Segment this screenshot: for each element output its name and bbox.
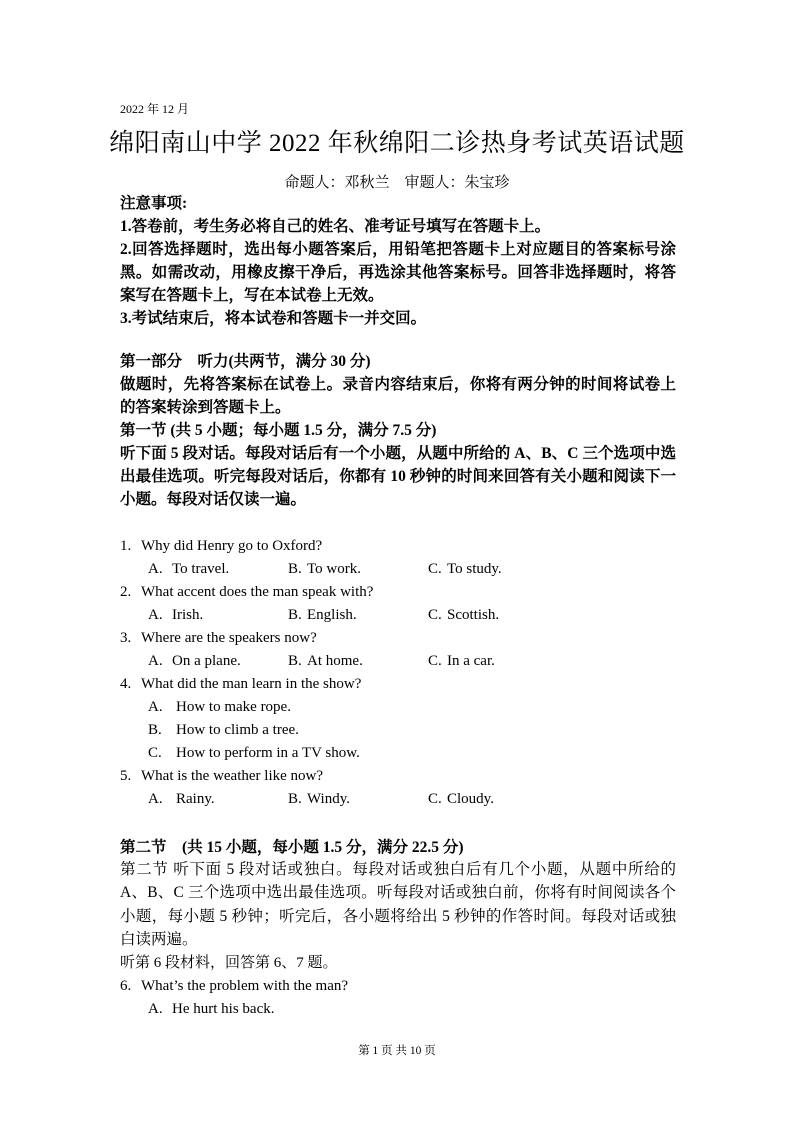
option-label: C.	[148, 745, 162, 761]
option-label: C.	[428, 791, 442, 807]
option-label: B.	[288, 653, 302, 669]
question-number: 5.	[120, 768, 132, 784]
option-label: C.	[428, 607, 442, 623]
notice-item-1: 1.答卷前，考生务必将自己的姓名、准考证号填写在答题卡上。	[120, 218, 551, 235]
option-text: On a plane.	[172, 653, 241, 669]
exam-title: 绵阳南山中学 2022 年秋绵阳二诊热身考试英语试题	[109, 130, 685, 157]
date-line: 2022 年 12 月	[120, 102, 190, 116]
option-label: B.	[288, 791, 302, 807]
question-number: 4.	[120, 676, 132, 692]
option-label: C.	[428, 653, 442, 669]
option-text: To travel.	[172, 561, 230, 577]
option-text: Irish.	[172, 607, 204, 623]
option-label: A.	[148, 561, 163, 577]
question-text: What accent does the man speak with?	[141, 584, 374, 600]
option-text: At home.	[307, 653, 363, 669]
question-number: 3.	[120, 630, 132, 646]
option-text: How to climb a tree.	[176, 722, 299, 738]
question-number: 6.	[120, 978, 132, 994]
option-text: Windy.	[307, 791, 351, 807]
option-text: Rainy.	[176, 791, 215, 807]
question-text: What did the man learn in the show?	[141, 676, 362, 692]
notice-section	[120, 192, 676, 330]
option-text: He hurt his back.	[172, 1001, 275, 1017]
section1-instruction: 听下面 5 段对话。每段对话后有一个小题，从题中所给的 A、B、C 三个选项中选出最佳选项。听完每段对话后，你都有 10 秒钟的时间来回答有关小题和阅读下一小题。每段对话仅读一遍。	[120, 445, 676, 508]
question-text: What is the weather like now?	[141, 768, 324, 784]
option-label: A.	[148, 607, 163, 623]
section1-heading: 第一节 (共 5 小题；每小题 1.5 分，满分 7.5 分)	[120, 422, 437, 439]
part1-heading: 第一部分 听力(共两节，满分 30 分)	[120, 353, 371, 370]
option-label: A.	[148, 653, 163, 669]
question-text: Why did Henry go to Oxford?	[141, 538, 323, 554]
authors-line: 命题人：邓秋兰 审题人：朱宝珍	[284, 175, 510, 191]
question-text: What’s the problem with the man?	[141, 978, 349, 994]
section2-instruction: 第二节 听下面 5 段对话或独白。每段对话或独白后有几个小题，从题中所给的 A、B、C 三个选项中选出最佳选项。听每段对话或独白前，你将有时间阅读各个小题，每小题 5 秒钟；听完后，各小题将给出 5 秒钟的作答时间。每段对话或独白读两遍。	[120, 861, 676, 948]
option-label: A.	[148, 1001, 163, 1017]
option-text: Cloudy.	[447, 791, 494, 807]
section2-heading: 第二节 (共 15 小题，每小题 1.5 分，满分 22.5 分)	[120, 839, 464, 856]
option-text: How to perform in a TV show.	[176, 745, 360, 761]
question-number: 1.	[120, 538, 132, 554]
option-label: B.	[288, 561, 302, 577]
part1-instruction: 做题时，先将答案标在试卷上。录音内容结束后，你将有两分钟的时间将试卷上的答案转涂到答题卡上。	[120, 376, 676, 416]
page-footer: 第 1 页 共 10 页	[358, 1045, 436, 1057]
option-label: B.	[288, 607, 302, 623]
question-text: Where are the speakers now?	[141, 630, 317, 646]
option-text: To work.	[307, 561, 361, 577]
option-text: Scottish.	[447, 607, 500, 623]
option-label: B.	[148, 722, 162, 738]
notice-item-2: 2.回答选择题时，选出每小题答案后，用铅笔把答题卡上对应题目的答案标号涂黑。如需改动，用橡皮擦干净后，再选涂其他答案标号。回答非选择题时，将答案写在答题卡上，写在本试卷上无效。	[120, 241, 676, 304]
option-text: How to make rope.	[176, 699, 291, 715]
option-text: English.	[307, 607, 357, 623]
question-number: 2.	[120, 584, 132, 600]
part1-section	[120, 350, 676, 511]
notice-item-3: 3.考试结束后，将本试卷和答题卡一并交回。	[120, 310, 427, 327]
option-label: A.	[148, 791, 163, 807]
notice-heading: 注意事项:	[120, 195, 188, 212]
material-line: 听第 6 段材料，回答第 6、7 题。	[120, 955, 338, 971]
option-text: In a car.	[447, 653, 495, 669]
option-label: A.	[148, 699, 163, 715]
option-text: To study.	[447, 561, 502, 577]
option-label: C.	[428, 561, 442, 577]
